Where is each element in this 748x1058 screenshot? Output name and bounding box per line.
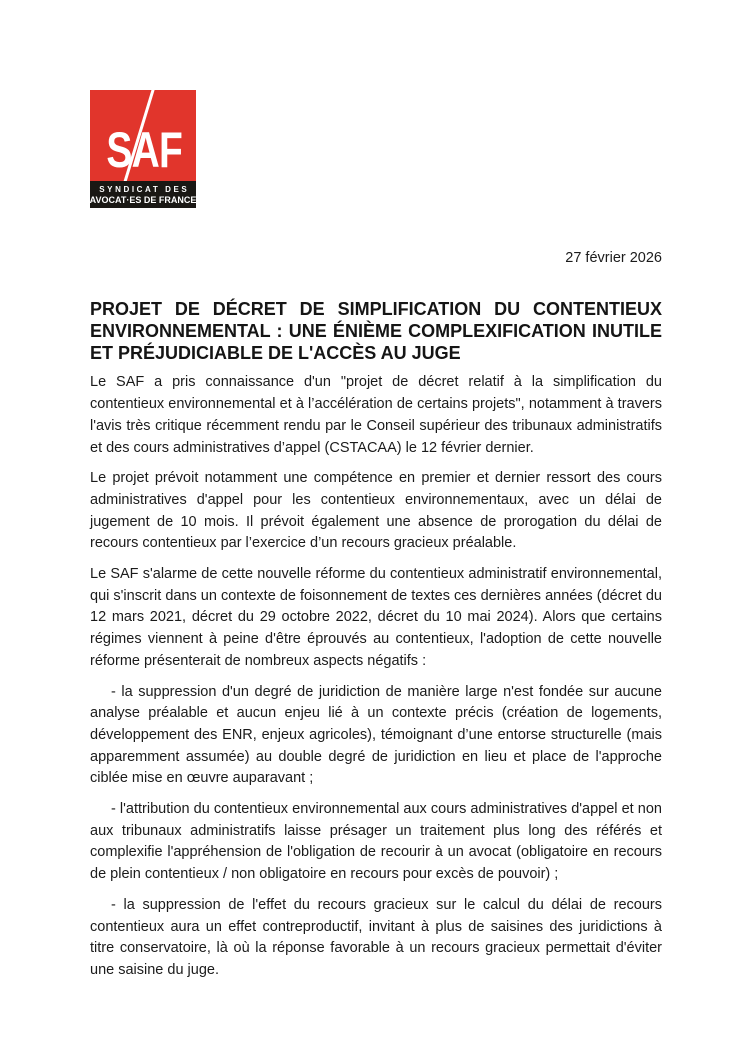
logo-red-square [90,90,196,181]
logo-org-line2: AVOCAT·ES DE FRANCE [89,195,197,205]
logo-org-line1: SYNDICAT DES [99,185,190,194]
bullet-paragraph-3: - la suppression de l'effet du recours gracieux sur le calcul du délai de recours contentieux aura un effet contreproductif, invitant à plus de saisines des juridictions à titre conservatoire, là où la réponse favorable à un recours gracieux permettait d'éviter une saisine du juge. [90,896,662,978]
logo-acronym: SAF [106,122,182,178]
paragraph-intro: Le SAF a pris connaissance d'un "projet de décret relatif à la simplification du contentieux environnemental et à l’accélération de certains projets", notamment à travers l'avis très critique récemment rendu par le Conseil supérieur des tribunaux administratifs et des cours administratives d’appel (CSTACAA) le 12 février dernier. [90,374,662,456]
bullet-paragraph-2: - l'attribution du contentieux environnemental aux cours administratives d'appel et non aux tribunaux administratifs laisse présager un traitement plus long des référés et complexifie l'appréhension de l'obligation de recourir à un avocat (obligatoire en recours de plein contentieux / non obligatoire en recours pour excès de pouvoir) ; [90,801,662,883]
paragraph-alarm: Le SAF s'alarme de cette nouvelle réforme du contentieux administratif environnemental, qui s'inscrit dans un contexte de foisonnement de textes ces dernières années (décret du 12 mars 2021, décret du 29 octobre 2022, décret du 10 mai 2024). Alors que certains régimes viennent à peine d'être éprouvés au contentieux, l'adoption de cette nouvelle réforme présenterait de nombreux aspects négatifs : [90,566,662,669]
logo-org-bar [90,181,196,208]
document-content [90,0,662,982]
press-release-title: PROJET DE DÉCRET DE SIMPLIFICATION DU CONTENTIEUX ENVIRONNEMENTAL : UNE ÉNIÈME COMPLEXIFICATION INUTILE ET PRÉJUDICIABLE DE L'ACCÈS AU JUGE [90,299,662,363]
saf-logo [90,90,196,208]
bullet-paragraph-1: - la suppression d'un degré de juridiction de manière large n'est fondée sur aucune analyse préalable et aucun enjeu lié à un contexte précis (création de logements, développement des ENR, enjeux agricoles), témoignant d’une entorse structurelle (mais apparemment assumée) au double degré de juridiction en lieu et place de l'approche ciblée mise en œuvre auparavant ; [90,683,662,787]
date-line: 27 février 2026 [565,250,662,266]
paragraph-project-summary: Le projet prévoit notamment une compétence en premier et dernier ressort des cours administratives d'appel pour les contentieux environnementaux, avec un délai de jugement de 10 mois. Il prévoit également une absence de prorogation du délai de recours contentieux par l’exercice d’un recours gracieux préalable. [90,470,662,552]
